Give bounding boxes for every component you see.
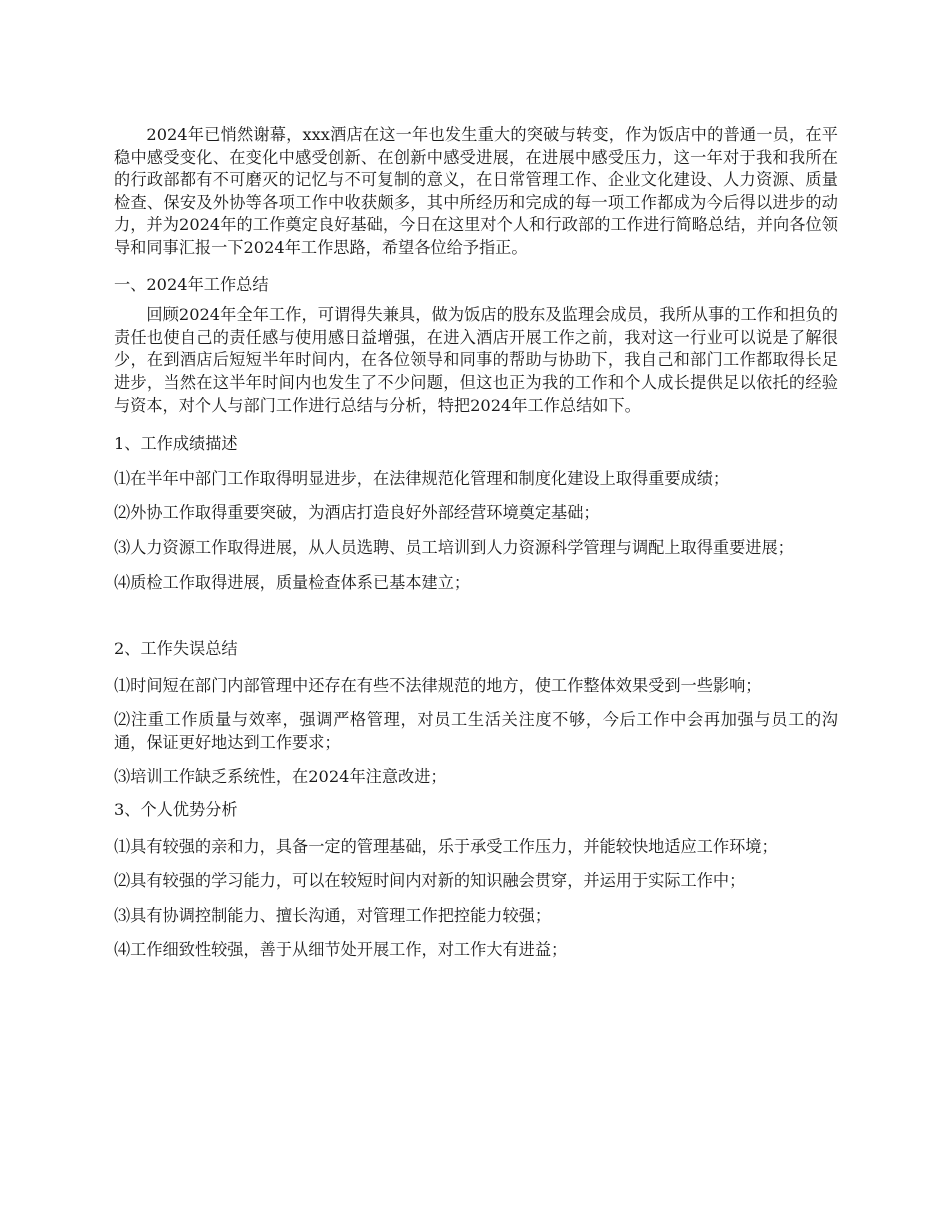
strength-item: ⑵具有较强的学习能力，可以在较短时间内对新的知识融会贯穿，并运用于实际工作中； <box>114 871 746 891</box>
mistake-item: ⑴时间短在部门内部管理中还存在有些不法律规范的地方，使工作整体效果受到一些影响； <box>114 675 762 695</box>
achievement-item: ⑵外协工作取得重要突破，为酒店打造良好外部经营环境奠定基础； <box>114 503 600 523</box>
achievements-heading: 1、工作成绩描述 <box>114 434 238 454</box>
strengths-heading: 3、个人优势分析 <box>114 800 238 820</box>
achievement-item: ⑶人力资源工作取得进展，从人员选聘、员工培训到人力资源科学管理与调配上取得重要进展； <box>114 537 794 557</box>
strength-item: ⑶具有协调控制能力、擅长沟通，对管理工作把控能力较强； <box>114 905 552 925</box>
mistakes-heading: 2、工作失误总结 <box>114 639 238 659</box>
mistake-item: ⑵注重工作质量与效率，强调严格管理，对员工生活关注度不够，今后工作中会再加强与员工的沟通，保证更好地达到工作要求； <box>114 710 838 752</box>
mistake-item: ⑶培训工作缺乏系统性，在2024年注意改进； <box>114 767 447 787</box>
document-page <box>114 124 838 962</box>
achievement-item: ⑷质检工作取得进展，质量检查体系已基本建立； <box>114 572 471 592</box>
section-heading-annual-summary: 一、2024年工作总结 <box>114 274 269 294</box>
strength-item: ⑷工作细致性较强，善于从细节处开展工作，对工作大有进益； <box>114 940 568 960</box>
annual-summary-paragraph: 回顾2024年全年工作，可谓得失兼具，做为饭店的股东及监理会成员，我所从事的工作和担负的责任也使自己的责任感与使用感日益增强，在进入酒店开展工作之前，我对这一行业可以说是了解很少，在到酒店后短短半年时间内，在各位领导和同事的帮助与协助下，我自己和部门工作都取得长足进步，当然在这半年时间内也发生了不少问题，但这也正为我的工作和个人成长提供足以依托的经验与资本，对个人与部门工作进行总结与分析，特把2024年工作总结如下。 <box>114 305 838 415</box>
strength-item: ⑴具有较强的亲和力，具备一定的管理基础，乐于承受工作压力，并能较快地适应工作环境； <box>114 836 778 856</box>
achievement-item: ⑴在半年中部门工作取得明显进步，在法律规范化管理和制度化建设上取得重要成绩； <box>114 468 730 488</box>
intro-paragraph: 2024年已悄然谢幕，xxx酒店在这一年也发生重大的突破与转变，作为饭店中的普通一员，在平稳中感受变化、在变化中感受创新、在创新中感受进展，在进展中感受压力，这一年对于我和我所在的行政部都有不可磨灭的记忆与不可复制的意义，在日常管理工作、企业文化建设、人力资源、质量检查、保安及外协等各项工作中收获颇多，其中所经历和完成的每一项工作都成为今后得以进步的动力，并为2024年的工作奠定良好基础，今日在这里对个人和行政部的工作进行简略总结，并向各位领导和同事汇报一下2024年工作思路，希望各位给予指正。 <box>114 125 838 257</box>
